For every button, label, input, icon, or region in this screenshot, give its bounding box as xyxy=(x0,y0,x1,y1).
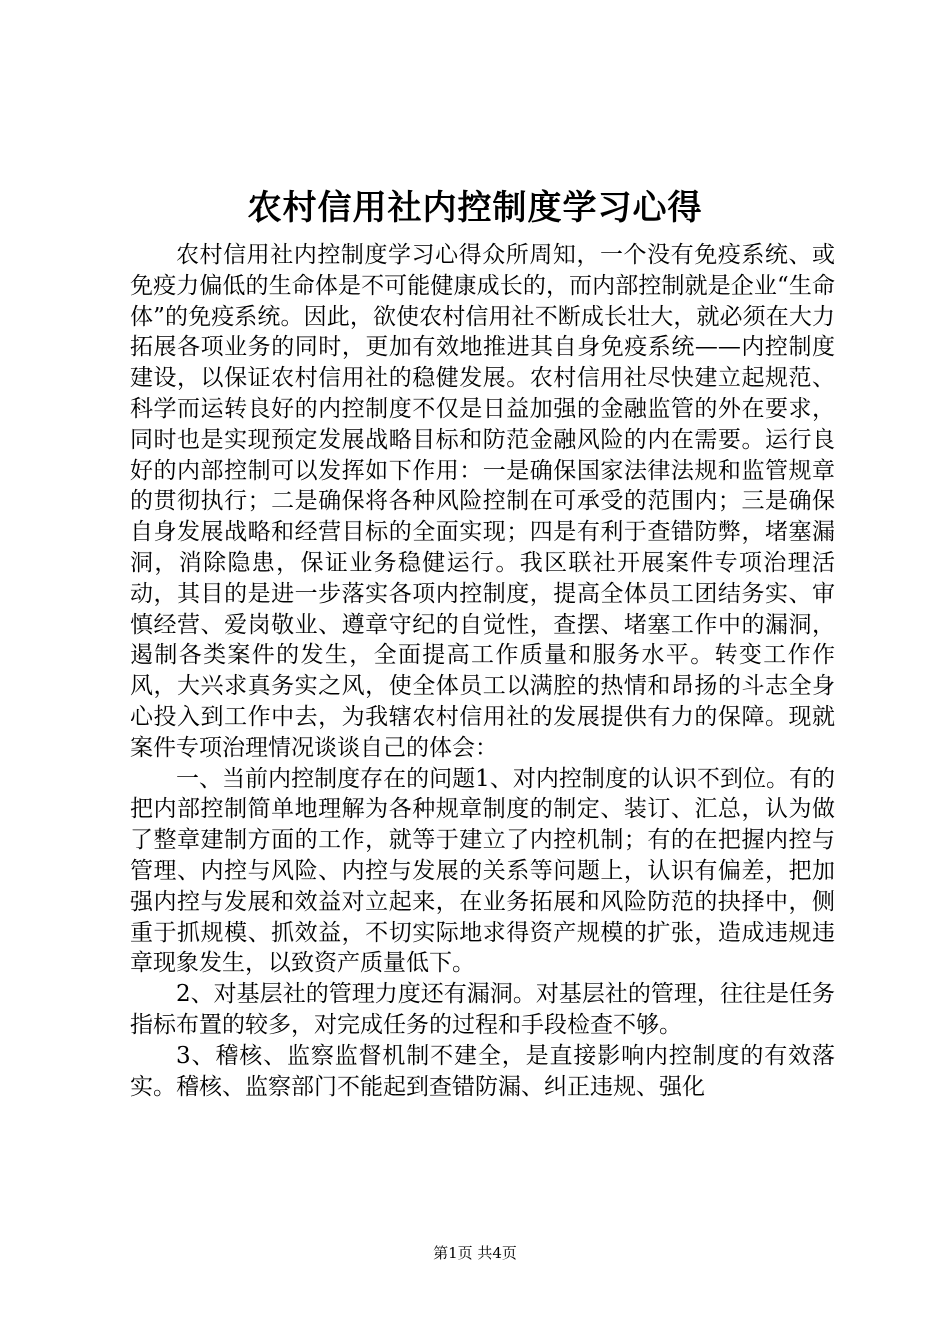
document-title: 农村信用社内控制度学习心得 xyxy=(247,188,703,228)
paragraph-item-3: 3、稽核、监察监督机制不建全，是直接影响内控制度的有效落实。稽核、监察部门不能起到查错防漏、纠正违规、强化 xyxy=(130,1042,835,1100)
paragraph-section-1: 一、当前内控制度存在的问题1、对内控制度的认识不到位。有的把内部控制简单地理解为各种规章制度的制定、装订、汇总，认为做了整章建制方面的工作，就等于建立了内控机制；有的在把握内控与管理、内控与风险、内控与发展的关系等问题上，认识有偏差，把加强内控与发展和效益对立起来，在业务拓展和风险防范的抉择中，侧重于抓规模、抓效益，不切实际地求得资产规模的扩张，造成违规违章现象发生，以致资产质量低下。 xyxy=(130,765,835,977)
paragraph-intro: 农村信用社内控制度学习心得众所周知，一个没有免疫系统、或免疫力偏低的生命体是不可能健康成长的，而内部控制就是企业“生命体”的免疫系统。因此，欲使农村信用社不断成长壮大，就必须在大力拓展各项业务的同时，更加有效地推进其自身免疫系统——内控制度建设，以保证农村信用社的稳健发展。农村信用社尽快建立起规范、科学而运转良好的内控制度不仅是日益加强的金融监管的外在要求，同时也是实现预定发展战略目标和防范金融风险的内在需要。运行良好的内部控制可以发挥如下作用：一是确保国家法律法规和监管规章的贯彻执行；二是确保将各种风险控制在可承受的范围内；三是确保自身发展战略和经营目标的全面实现；四是有利于查错防弊，堵塞漏洞，消除隐患，保证业务稳健运行。我区联社开展案件专项治理活动，其目的是进一步落实各项内控制度，提高全体员工团结务实、审慎经营、爱岗敬业、遵章守纪的自觉性，查摆、堵塞工作中的漏洞，遏制各类案件的发生，全面提高工作质量和服务水平。转变工作作风，大兴求真务实之风，使全体员工以满腔的热情和昂扬的斗志全身心投入到工作中去，为我辖农村信用社的发展提供有力的保障。现就案件专项治理情况谈谈自己的体会： xyxy=(130,242,835,761)
page-number-footer: 第1页 共4页 xyxy=(433,1244,517,1262)
document-body xyxy=(130,240,835,1102)
paragraph-item-2: 2、对基层社的管理力度还有漏洞。对基层社的管理，往往是任务指标布置的较多，对完成任务的过程和手段检查不够。 xyxy=(130,981,835,1038)
